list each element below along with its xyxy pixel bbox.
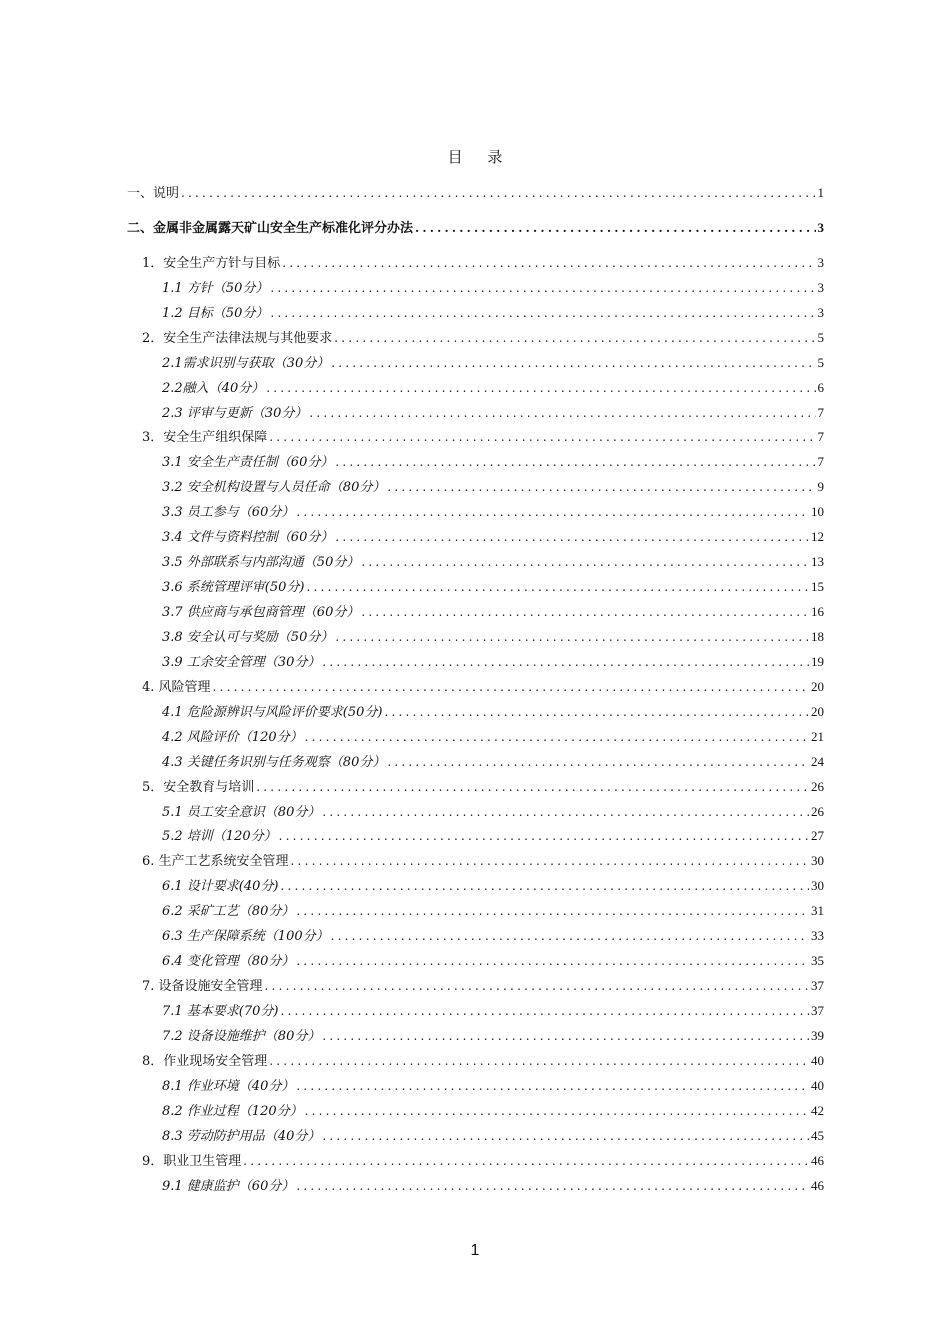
toc-entry-page-number: 20: [811, 678, 824, 694]
toc-dot-leader: [309, 401, 815, 426]
toc-dot-leader: [387, 475, 815, 500]
toc-entry-page-number: 9: [817, 479, 824, 495]
toc-entry-page-number: 21: [811, 728, 824, 744]
toc-entry-label: 4.1 危险源辨识与风险评价要求(50分): [162, 704, 383, 720]
toc-dot-leader: [265, 974, 809, 999]
toc-entry-label: 6.3 生产保障系统（100分）: [162, 929, 329, 945]
toc-dot-leader: [181, 181, 815, 206]
toc-entry-label: 4.3 关键任务识别与任务观察（80分）: [162, 754, 386, 770]
toc-entry-page-number: 31: [811, 903, 824, 919]
toc-entry-label: 3.5 外部联系与内部沟通（50分）: [162, 555, 360, 571]
toc-entry[interactable]: [127, 1174, 824, 1199]
toc-entry-page-number: 19: [811, 653, 824, 669]
toc-entry-page-number: 46: [811, 1152, 824, 1168]
toc-entry[interactable]: [127, 326, 824, 351]
toc-entry[interactable]: [127, 924, 824, 949]
toc-entry[interactable]: [127, 301, 824, 326]
toc-entry-label: 7.1 基本要求(70分): [162, 1004, 279, 1019]
toc-dot-leader: [256, 775, 809, 800]
toc-entry-label: 3.9 工余安全管理（30分）: [162, 654, 321, 670]
toc-entry-page-number: 30: [811, 878, 824, 894]
toc-entry[interactable]: [127, 775, 824, 800]
toc-entry-page-number: 3: [817, 219, 824, 235]
toc-dot-leader: [307, 575, 810, 600]
toc-entry[interactable]: [127, 999, 824, 1024]
toc-entry-page-number: 40: [811, 1052, 824, 1068]
toc-entry-page-number: 5: [817, 329, 824, 345]
toc-entry-label: 8．作业现场安全管理: [142, 1053, 268, 1069]
toc-entry-label: 6. 生产工艺系统安全管理: [142, 854, 289, 870]
toc-entry[interactable]: [127, 351, 824, 376]
toc-entry[interactable]: [127, 650, 824, 675]
toc-entry-page-number: 6: [817, 379, 824, 395]
toc-entry-label: 4.2 风险评价（120分）: [162, 729, 303, 745]
toc-entry[interactable]: [127, 181, 824, 206]
toc-dot-leader: [213, 675, 809, 700]
toc-entry-label: 7. 设备设施安全管理: [142, 979, 263, 995]
toc-entry-page-number: 13: [811, 554, 824, 570]
toc-entry-page-number: 5: [817, 354, 824, 370]
toc-entry-page-number: 45: [811, 1127, 824, 1143]
toc-entry[interactable]: [127, 575, 824, 600]
toc-dot-leader: [281, 874, 810, 899]
toc-entry-label: 3.7 供应商与承包商管理（60分）: [162, 605, 360, 620]
toc-entry-page-number: 27: [811, 828, 824, 844]
toc-dot-leader: [281, 999, 810, 1024]
toc-dot-leader: [270, 301, 815, 326]
toc-dot-leader: [296, 899, 809, 924]
toc-entry[interactable]: [127, 1024, 824, 1049]
toc-entry-page-number: 20: [811, 703, 824, 719]
toc-entry[interactable]: [127, 974, 824, 999]
toc-entry-label: 3.1 安全生产责任制（60分）: [162, 455, 334, 471]
toc-entry-page-number: 1: [817, 185, 824, 200]
toc-dot-leader: [282, 251, 815, 276]
toc-entry-page-number: 33: [811, 928, 824, 944]
toc-dot-leader: [334, 326, 815, 351]
toc-entry[interactable]: [127, 1099, 824, 1124]
toc-entry-label: 2.3 评审与更新（30分）: [162, 405, 308, 421]
toc-dot-leader: [296, 1174, 809, 1199]
toc-dot-leader: [322, 650, 809, 675]
toc-entry-page-number: 12: [811, 529, 824, 545]
toc-entry-label: 一、说明: [127, 186, 180, 201]
page-number: 1: [470, 1242, 480, 1259]
toc-entry-label: 4. 风险管理: [142, 679, 211, 695]
toc-dot-leader: [415, 216, 815, 241]
toc-entry-page-number: 35: [811, 953, 824, 969]
toc-entry-page-number: 24: [811, 753, 824, 769]
toc-entry-label: 2.1需求识别与获取（30分）: [162, 355, 330, 371]
toc-title: 目 录: [447, 148, 513, 166]
toc-entry[interactable]: [127, 800, 824, 825]
toc-entry-label: 3.3 员工参与（60分）: [162, 505, 295, 521]
toc-entry-page-number: 39: [811, 1027, 824, 1043]
toc-entry-page-number: 3: [817, 254, 824, 270]
toc-entry-page-number: 10: [811, 504, 824, 520]
toc-entry[interactable]: [127, 1049, 824, 1074]
toc-entry[interactable]: [127, 874, 824, 899]
toc-entry-label: 8.3 劳动防护用品（40分）: [162, 1128, 321, 1144]
toc-entry[interactable]: [127, 750, 824, 775]
toc-dot-leader: [322, 800, 809, 825]
toc-dot-leader: [305, 725, 809, 750]
toc-dot-leader: [279, 824, 809, 849]
toc-entry-page-number: 26: [811, 778, 824, 794]
toc-dot-leader: [331, 351, 815, 376]
toc-entry-label: 3.2 安全机构设置与人员任命（80分）: [162, 480, 386, 496]
toc-entry[interactable]: [127, 1124, 824, 1149]
toc-dot-leader: [387, 750, 809, 775]
toc-dot-leader: [296, 949, 809, 974]
toc-entry-page-number: 30: [811, 853, 824, 869]
toc-dot-leader: [296, 500, 809, 525]
toc-entry[interactable]: [127, 1074, 824, 1099]
toc-list: [127, 181, 824, 1199]
toc-entry-label: 8.1 作业环境（40分）: [162, 1078, 295, 1094]
toc-entry-label: 二、金属非金属露天矿山安全生产标准化评分办法: [127, 220, 414, 236]
toc-entry-label: 7.2 设备设施维护（80分）: [162, 1028, 321, 1044]
toc-entry-page-number: 18: [811, 628, 824, 644]
toc-entry[interactable]: [127, 700, 824, 725]
toc-entry-page-number: 26: [811, 803, 824, 819]
toc-dot-leader: [361, 550, 809, 575]
toc-entry[interactable]: [127, 401, 824, 426]
toc-entry-label: 2．安全生产法律法规与其他要求: [142, 330, 333, 346]
toc-entry[interactable]: [127, 725, 824, 750]
toc-entry[interactable]: [127, 276, 824, 301]
toc-entry[interactable]: [127, 625, 824, 650]
toc-entry-page-number: 37: [811, 978, 824, 994]
toc-entry-label: 2.2融入（40分）: [162, 380, 265, 396]
toc-dot-leader: [243, 1149, 809, 1174]
toc-entry-page-number: 3: [817, 279, 824, 295]
toc-dot-leader: [335, 450, 815, 475]
toc-entry-label: 6.4 变化管理（80分）: [162, 954, 295, 970]
toc-dot-leader: [270, 276, 815, 301]
toc-entry-page-number: 37: [811, 1003, 824, 1018]
toc-dot-leader: [322, 1124, 809, 1149]
toc-dot-leader: [266, 376, 815, 401]
toc-entry-page-number: 40: [811, 1077, 824, 1093]
toc-dot-leader: [335, 625, 809, 650]
toc-entry[interactable]: [127, 216, 824, 241]
toc-entry-label: 5.1 员工安全意识（80分）: [162, 804, 321, 820]
toc-dot-leader: [269, 1049, 809, 1074]
toc-entry[interactable]: [127, 550, 824, 575]
toc-entry-label: 1．安全生产方针与目标: [142, 255, 281, 271]
toc-entry-page-number: 7: [817, 429, 824, 445]
toc-entry-label: 3.4 文件与资料控制（60分）: [162, 530, 334, 546]
toc-entry[interactable]: [127, 899, 824, 924]
toc-entry[interactable]: [127, 500, 824, 525]
toc-entry-label: 1.1 方针（50分）: [162, 280, 269, 296]
toc-entry[interactable]: [127, 376, 824, 401]
toc-entry-page-number: 46: [811, 1177, 824, 1193]
toc-entry-page-number: 15: [811, 579, 824, 595]
toc-entry-label: 6.2 采矿工艺（80分）: [162, 904, 295, 920]
toc-entry-page-number: 7: [817, 404, 824, 420]
toc-entry[interactable]: [127, 824, 824, 849]
toc-entry[interactable]: [127, 450, 824, 475]
toc-entry[interactable]: [127, 251, 824, 276]
toc-dot-leader: [385, 700, 810, 725]
toc-entry-label: 6.1 设计要求(40分): [162, 879, 279, 895]
toc-entry-page-number: 3: [817, 304, 824, 320]
toc-entry-label: 8.2 作业过程（120分）: [162, 1103, 303, 1119]
toc-dot-leader: [361, 600, 809, 625]
toc-entry-label: 3．安全生产组织保障: [142, 430, 268, 446]
toc-entry-label: 9.1 健康监护（60分）: [162, 1178, 295, 1194]
toc-entry-label: 3.8 安全认可与奖励（50分）: [162, 629, 334, 645]
toc-entry-label: 5．安全教育与培训: [142, 779, 255, 795]
toc-entry-label: 5.2 培训（120分）: [162, 829, 277, 845]
toc-dot-leader: [296, 1074, 809, 1099]
toc-entry[interactable]: [127, 849, 824, 874]
toc-dot-leader: [305, 1099, 809, 1124]
toc-entry-page-number: 42: [811, 1102, 824, 1118]
toc-entry[interactable]: [127, 675, 824, 700]
toc-entry-page-number: 16: [811, 604, 824, 619]
toc-entry[interactable]: [127, 525, 824, 550]
toc-dot-leader: [322, 1024, 809, 1049]
toc-dot-leader: [269, 425, 815, 450]
toc-entry-page-number: 7: [817, 454, 824, 470]
toc-entry[interactable]: [127, 475, 824, 500]
toc-entry[interactable]: [127, 1149, 824, 1174]
toc-entry-label: 9．职业卫生管理: [142, 1153, 242, 1169]
toc-entry[interactable]: [127, 949, 824, 974]
toc-dot-leader: [335, 525, 809, 550]
toc-entry-label: 1.2 目标（50分）: [162, 305, 269, 321]
toc-entry-label: 3.6 系统管理评审(50分): [162, 580, 305, 596]
toc-entry[interactable]: [127, 600, 824, 625]
toc-dot-leader: [291, 849, 809, 874]
toc-dot-leader: [331, 924, 809, 949]
toc-entry[interactable]: [127, 425, 824, 450]
